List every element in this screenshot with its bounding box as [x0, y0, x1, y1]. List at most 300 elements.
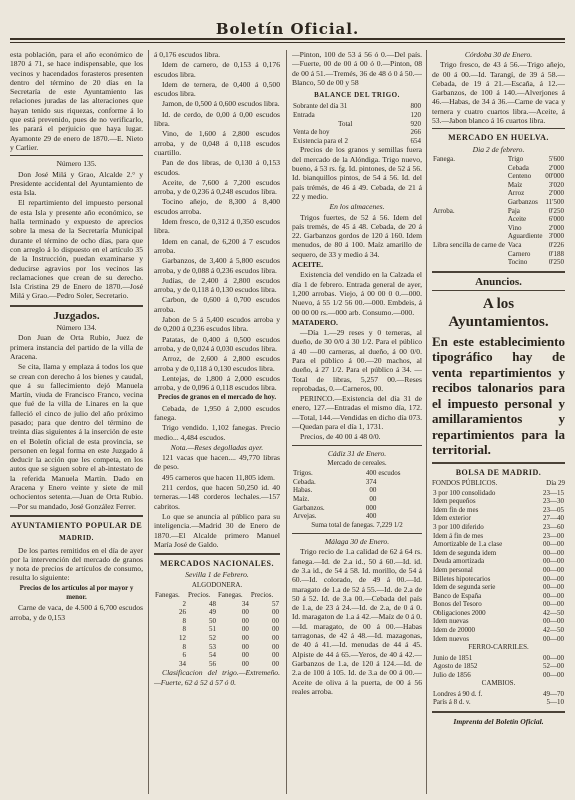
- notice-paragraph: Precios, de 40 00 á 48 0/0.: [300, 432, 381, 442]
- section-subheading: Nota.—Reses degolladas ayer.: [170, 442, 264, 452]
- section-heading-anuncios: Anuncios.: [475, 275, 522, 288]
- table-cell: 00—00: [543, 617, 564, 626]
- notice-paragraph: PERINCO.—Existencia del día 31 de enero, 127.—Entradas el mismo día, 172.—Total, 144.—Vendidas en dicho día 073.—Quedan para el día 1, 1731.: [292, 394, 422, 432]
- table-cell: Tocino: [507, 258, 528, 267]
- table-cell: 52—00: [543, 662, 564, 671]
- table-cell: Sobrante del día 31: [293, 102, 348, 111]
- table-row: [432, 258, 565, 267]
- ferro-table: [432, 654, 565, 680]
- price-line: Lentejas, de 1,800 á 2,000 escudos arroba, y de 0,096 á 0,118 escudos libra.: [154, 373, 280, 393]
- section-subheading: Cádiz 31 de Enero.: [327, 448, 387, 458]
- table-body: [432, 690, 565, 707]
- price-line: Vino, de 1,600 á 2,800 escudos arroba, y de 0,048 á 0,118 escudos cuartillo.: [154, 129, 280, 157]
- table-cell: 3'020: [548, 180, 564, 189]
- table-row: [432, 207, 565, 216]
- table-cell: Vaca: [507, 240, 522, 249]
- column-2: [154, 50, 280, 794]
- table-cell: 26: [178, 608, 186, 617]
- table-cell: 00: [272, 608, 279, 617]
- table-cell: 0'250: [548, 258, 564, 267]
- price-line: Idem de ternera, de 0,400 á 0,500 escudos libra.: [154, 79, 280, 99]
- table-cell: 00—00: [543, 557, 564, 566]
- table-header-cell: Fanegas.: [217, 591, 243, 600]
- cadiz-table: [292, 469, 422, 521]
- section-subheading: Córdoba 30 de Enero.: [464, 50, 533, 59]
- table-cell: [377, 495, 422, 504]
- table-row: [432, 592, 565, 601]
- table-cell: 6: [182, 651, 186, 660]
- table-row: [432, 654, 565, 663]
- table-cell: [377, 486, 422, 495]
- notice-paragraph: De los partes remitidos en el día de ayer por la intervención del mercado de granos y nota de precios de artículos de consumo, resulta lo siguiente:: [10, 545, 143, 583]
- table-cell: 400: [365, 469, 377, 478]
- table-cell: 52: [208, 634, 216, 642]
- table-cell: Bonos del Tesoro: [433, 600, 482, 609]
- table-cell: 654: [410, 136, 421, 145]
- table-row: [292, 504, 422, 513]
- table-cell: Idem á fin de mes: [433, 531, 484, 540]
- table-cell: 00—00: [543, 565, 564, 574]
- price-line: 495 carneros que hacen 11,805 idem.: [162, 472, 275, 482]
- table-cell: Idem nuevos: [433, 634, 469, 643]
- table-cell: 23—60: [543, 522, 564, 531]
- table-cell: Carnero: [507, 249, 531, 258]
- table-row: [432, 198, 565, 207]
- table-cell: Trigo: [507, 154, 524, 163]
- masthead: [10, 6, 565, 46]
- price-line: Patatas, de 0,400 á 0,500 escudos arroba, y de 0,024 á 0,030 escudos libra.: [154, 334, 280, 353]
- table-header-cell: Precios.: [187, 591, 211, 600]
- table-row: [154, 660, 280, 669]
- table-cell: 00—00: [543, 634, 564, 643]
- table-cell: 00: [272, 616, 279, 625]
- table-cell: Idem de 20000: [433, 626, 475, 635]
- table-cell: [432, 164, 507, 173]
- column-divider: [426, 50, 427, 794]
- table-cell: 400: [365, 512, 377, 521]
- table-cell: 27—40: [543, 514, 564, 523]
- notice-paragraph: Se cita, llama y emplaza á todos los que se crean con derecho á los bienes y caudal, que á su fallecimiento dejó Manuela Martín, viuda de Francisco Franco, vecina que fué de la villa de Linares en la que falleció el cinco de julio del año próximo pasado; para que dentro del término de treinta días siguientes á la inserción de este en el Boletín oficial de esta provincia, se personen en legal forma en este Juzgado á deducir la acción que les competa, en los autos que se siguen sobre el ab-intestato de la referida Manuela Martín. Dado en Aracena y Enero veinte y siete de mil ochocientos setenta.—Juan de Orta Rubio.—Por su mandado, José González Ferrer.: [10, 362, 143, 511]
- table-cell: Idem fin de mes: [433, 505, 479, 514]
- notice-number: Número 134.: [56, 323, 97, 333]
- price-line: Idem en canal, de 6,200 á 7 escudos arroba.: [154, 236, 280, 255]
- table-row: [432, 549, 565, 558]
- table-row: [292, 137, 422, 146]
- table-cell: 120: [410, 111, 421, 120]
- divider: [432, 711, 565, 713]
- table-cell: Amortizable de 1.a clase: [433, 540, 503, 549]
- notice-paragraph: Precios de los granos y semillas fuera del mercado de la Alóndiga. Trigo nuevo, bueno, á 53 rs. fg. Id. pintones, de 52 á 56. Id. bianquillos pintos, de 54 á 56. Id. del país trémés, de 46 á 49. Cebada, de 21 á 22 y medio.: [292, 145, 422, 201]
- table-cell: Arroz: [507, 189, 525, 198]
- huelva-table: [432, 155, 565, 267]
- table-row: [292, 486, 422, 495]
- price-line: Pan de dos libras, de 0,130 á 0,153 escudos.: [154, 158, 280, 177]
- divider: [292, 445, 422, 446]
- table-cell: Existencia para el 2: [293, 136, 349, 145]
- table-cell: [432, 250, 507, 259]
- table-row: [432, 566, 565, 575]
- table-cell: Aguardiente: [507, 232, 543, 241]
- table-cell: 3'000: [548, 232, 564, 241]
- notice-paragraph: Trigo recio de 1.a calidad de 62 á 64 rs. fanega.—Id. de 2.a id., 50 á 60.—Id. id. de 3.a id., de 54 á 58. Id. morillo, de 54 á 60.—Id. colorado, de 49 á 00.—Id. maragato de 1.a de 52 á 55.—Id. de 2.a de 50 á 52. Id. de 3.a 00.—Cebada del país de 1.a, de 23 á 24.—Id. de 2.a, de 0 á 0. Id. maragaton de 1.a á 42.—Maíz de 0 á 0.—Id. maragato, de 00 á 00.—Habas tarragonas, de 42 á 48.—Id. mazagonas, de 40 á 41.—Id. menudas de 44 á 45. Alpiste de 44 á 65.—Yeros, de 40 á 42.—Garbanzos de 1.a, de 120 á 124.—Id. de 2.a de 100 á 105. Id. de 3.a de 00 á 00.—Aceite de oliva á la puerta, de 00 á 56 reales arroba.: [292, 547, 422, 696]
- table-cell: 23—30: [543, 497, 564, 506]
- price-line: —Pinton, 100 de 53 á 56 ó 0.—Del país.—Fuerte, 00 de 00 á 00 ó 0.—Pinton, 08 de 00 á 51.—Tremés, 36 de 48 ó 0 á 50.—Blanco, 50 de 00 y 58: [292, 50, 422, 87]
- table-cell: 00—00: [543, 574, 564, 583]
- table-cell: 00—00: [543, 548, 564, 557]
- table-cell: Obligaciones 2000: [433, 608, 486, 617]
- price-line: Jamon, de 0,500 á 0,600 escudos libra.: [162, 99, 280, 109]
- table-row: [432, 506, 565, 515]
- section-subheading: CAMBIOS.: [481, 679, 516, 688]
- table-cell: 00: [272, 659, 279, 668]
- table-cell: 00: [272, 651, 279, 660]
- table-row: [154, 634, 280, 643]
- divider: [10, 515, 143, 517]
- table-row: [154, 625, 280, 634]
- table-cell: Total: [338, 119, 353, 128]
- table-row: [292, 478, 422, 487]
- table-cell: 00: [241, 642, 249, 651]
- table-cell: 2'000: [548, 189, 564, 198]
- column-divider: [148, 50, 149, 794]
- table-cell: 00: [369, 486, 377, 495]
- imprint: Imprenta del Boletín Oficial.: [453, 716, 544, 726]
- divider: [432, 271, 565, 273]
- section-heading: BOLSA DE MADRID.: [455, 467, 542, 477]
- table-cell: 8: [182, 616, 186, 625]
- section-subheading: En los almacenes.: [329, 202, 385, 212]
- divider: [10, 155, 143, 156]
- section-subheading: Mercado de cereales.: [327, 458, 387, 467]
- column-3: [292, 50, 422, 794]
- table-cell: Idem nuevas: [433, 617, 469, 626]
- table-cell: 48: [208, 599, 216, 608]
- table-row: [292, 102, 422, 111]
- table-body: [432, 155, 565, 267]
- table-cell: 49: [208, 608, 216, 617]
- table-cell: 3 por 100 consolidado: [433, 488, 496, 497]
- table-cell: Agosto de 1852: [433, 662, 478, 671]
- table-cell: [432, 181, 507, 190]
- table-cell: Cebada: [507, 163, 529, 172]
- table-cell: Paja: [507, 206, 520, 215]
- table-row: [432, 489, 565, 498]
- table-cell: 2'000: [548, 223, 564, 232]
- cambios-table: [432, 690, 565, 707]
- price-line: Idem fresco, de 0,312 á 0,350 escudos libra.: [154, 217, 280, 236]
- table-row: [432, 662, 565, 671]
- price-line: Cebada, de 1,950 á 2,000 escudos fanega.: [154, 403, 280, 422]
- table-cell: 00: [241, 634, 249, 642]
- notice-paragraph: Don José Milá y Grao, Alcalde 2.° y Presidente accidental del Ayuntamiento de esta Isla.: [10, 169, 143, 198]
- table-cell: Venta de hoy: [293, 128, 330, 137]
- price-line: Carbon, de 0,600 á 0,700 escudos arroba.: [154, 295, 280, 314]
- table-cell: 57: [272, 599, 279, 608]
- table-cell: 00: [241, 659, 249, 668]
- table-cell: 53: [208, 642, 216, 651]
- divider: [154, 553, 280, 555]
- section-subheading: Precios de granos en el mercado de hoy.: [157, 393, 277, 402]
- divider: [432, 128, 565, 129]
- notice-number: Número 135.: [56, 159, 97, 169]
- table-row: [154, 651, 280, 660]
- table-cell: Junio de 1851: [433, 653, 473, 662]
- table-cell: 2'000: [548, 163, 564, 172]
- table-row: [432, 575, 565, 584]
- divider: [432, 462, 565, 464]
- table-row: [292, 495, 422, 504]
- table-cell: 00—00: [543, 583, 564, 592]
- price-line: á 0,176 escudos libra.: [154, 50, 221, 59]
- table-cell: 0'250: [548, 206, 564, 215]
- price-line: Tocino añejo, de 8,300 á 8,400 escudos arroba.: [154, 197, 280, 216]
- section-subheading: ACEITE.: [292, 260, 324, 270]
- table-row: [432, 497, 565, 506]
- table-cell: Idem pequeños: [433, 497, 476, 506]
- table-cell: Banco de España: [433, 591, 482, 600]
- column-divider: [286, 50, 287, 794]
- table-cell: 42—50: [543, 626, 564, 635]
- section-heading: MERCADOS NACIONALES.: [159, 559, 274, 569]
- table-row: [154, 600, 280, 609]
- table-row: [432, 557, 565, 566]
- table-cell: 34: [178, 659, 186, 668]
- table-cell: 00: [241, 651, 249, 660]
- table-cell: 00: [272, 634, 279, 642]
- table-row: [432, 600, 565, 609]
- table-cell: Idem exterior: [433, 514, 471, 523]
- bolsa-header: [432, 479, 565, 488]
- table-cell: París á 8 d. v.: [433, 698, 471, 707]
- table-cell: Habas.: [293, 486, 313, 495]
- table-row: [432, 181, 565, 190]
- notice-paragraph: Existencia del vendido en la Calzada el día 1 de febrero. Entrada general de ayer, 1,200 arrobas. Viejo, á 00 00 0 0.—000. Nuevo, á 55 1/2 56 00.—000. Embdeis, á 00 00 00 rs.—000 arb. Consumo.—000.: [292, 270, 422, 317]
- table-cell: 3 por 100 diferido: [433, 522, 484, 531]
- table-cell: [432, 232, 507, 241]
- section-subheading: Málaga 30 de Enero.: [324, 537, 390, 547]
- table-cell: 42—50: [543, 608, 564, 617]
- table-row: [154, 643, 280, 652]
- table-cell: Centeno: [507, 172, 532, 181]
- table-cell: 12: [178, 634, 186, 642]
- section-heading: MERCADO EN HUELVA.: [448, 133, 549, 143]
- table-cell: 8: [182, 642, 186, 651]
- table-cell: [432, 172, 507, 181]
- table-cell: 00: [369, 495, 377, 504]
- table-cell: Aceite: [507, 215, 527, 224]
- table-cell: [432, 198, 507, 207]
- table-cell: 34: [241, 599, 249, 608]
- table-body: [432, 489, 565, 644]
- price-line: Arroz, de 2,600 á 2,800 escudos arroba y de 0,118 á 0,130 escudos libra.: [154, 354, 280, 373]
- table-cell: Garbanzos.: [293, 503, 325, 512]
- section-heading: AYUNTAMIENTO POPULAR DE: [10, 520, 143, 530]
- table-cell: 000: [365, 503, 377, 512]
- balance-table: [292, 102, 422, 145]
- price-line: 121 vacas que hacen.... 49,770 libras de peso.: [154, 453, 280, 472]
- table-cell: 5—10: [546, 698, 564, 707]
- table-cell: 0'226: [548, 240, 564, 249]
- table-cell: 49—70: [543, 689, 564, 698]
- advert-text: En este establecimiento tipográfico hay de venta repartimientos y recibos talonarios para el impuesto personal y amillaramientos y repartimientos para la territorial.: [432, 333, 565, 458]
- newspaper-page: [10, 6, 565, 794]
- section-subheading: ALGODONERA.: [191, 580, 243, 589]
- table-cell: Maíz.: [293, 495, 310, 504]
- table-cell: 56: [208, 659, 216, 668]
- table-row: [432, 523, 565, 532]
- notice-paragraph: Don Juan de Orta Rubio, Juez de primera instancia del partido de la villa de Aracena.: [10, 333, 143, 361]
- table-row: [154, 608, 280, 617]
- table-row: [432, 609, 565, 618]
- table-total: Suma total de fanegas. 7,229 1/2: [311, 520, 403, 529]
- table-cell: Trigos.: [293, 469, 313, 478]
- page-title: Boletín Oficial.: [215, 20, 360, 38]
- table-cell: 23—05: [543, 505, 564, 514]
- table-cell: Idem personal: [433, 565, 473, 574]
- table-row: [432, 583, 565, 592]
- table-header-cell: Fanegas.: [155, 591, 180, 600]
- section-heading: BALANCE DEL TRIGO.: [314, 91, 400, 100]
- section-subheading: Precios de los artículos al por mayor y menor.: [19, 583, 134, 602]
- table-row: [432, 215, 565, 224]
- table-cell: 00—00: [543, 670, 564, 679]
- table-cell: Arvejas.: [293, 512, 317, 521]
- table-cell: 00: [272, 625, 279, 634]
- table-row: [432, 698, 565, 707]
- table-row: [432, 250, 565, 259]
- section-subheading: MADRID.: [59, 534, 94, 543]
- table-cell: 51: [208, 625, 216, 634]
- table-row: [154, 617, 280, 626]
- divider: [10, 305, 143, 307]
- sevilla-table: [154, 591, 280, 668]
- table-cell: [377, 504, 422, 513]
- section-heading-juzgados: Juzgados.: [53, 309, 100, 322]
- table-cell: 00—00: [543, 591, 564, 600]
- table-cell: [377, 512, 422, 521]
- table-header-row: [154, 591, 280, 600]
- table-cell: 00—00: [543, 653, 564, 662]
- table-cell: 800: [410, 102, 421, 111]
- table-cell: 00: [272, 642, 279, 651]
- table-row: [432, 164, 565, 173]
- price-line: 211 cerdos, que hacen 50,250 id. 40 terneras.—148 corderos lechales.—157 cabritos.: [154, 483, 280, 511]
- table-row: [432, 224, 565, 233]
- table-cell: 266: [410, 128, 421, 137]
- table-cell: [377, 478, 422, 487]
- notice-paragraph: Trigos fuertes, de 52 á 56. Idem del país tremés, de 45 á 48. Cebada, de 20 á 22. Garbanzos gordos de 120 á 160. Idem menudos, de 80 á 100. Maíz amarillo de sequero, de 33 y medio á 34.: [292, 212, 422, 259]
- table-row: [432, 540, 565, 549]
- price-line: Aceite, de 7,600 á 7,200 escudos arroba, y de 0,236 á 0,248 escudos libra.: [154, 177, 280, 197]
- table-row: [432, 514, 565, 523]
- table-cell: Libra sencilla de carne de: [433, 240, 505, 249]
- price-line: Jabon de 5 á 5,400 escudos arroba y de 0,200 á 0,236 escudos libra.: [154, 315, 280, 334]
- table-row: [432, 532, 565, 541]
- section-subheading: MATADERO.: [292, 317, 338, 327]
- table-row: [432, 189, 565, 198]
- table-cell: Vino: [507, 223, 522, 232]
- table-cell: Cebada.: [293, 477, 316, 486]
- table-row: [432, 617, 565, 626]
- table-cell: 920: [410, 119, 421, 128]
- table-cell: Julio de 1856: [433, 670, 471, 679]
- table-row: [432, 155, 565, 164]
- table-cell: Londres á 90 d. f.: [433, 689, 483, 698]
- table-cell: 8: [182, 625, 186, 634]
- column-1: [10, 50, 143, 794]
- section-subheading: Dia 2 de febrero.: [472, 144, 525, 154]
- table-cell: 00: [241, 616, 249, 625]
- advert-title: A los Ayuntamientos.: [448, 295, 549, 330]
- price-line: Idem de carnero, de 0,153 á 0,176 escudos libra.: [154, 60, 280, 79]
- price-line: Id. de cerdo, de 0,00 á 0,00 escudos libra.: [154, 109, 280, 129]
- table-cell: 2: [182, 599, 186, 608]
- table-row: [432, 241, 565, 250]
- table-header-cell: FONDOS PÚBLICOS.: [432, 479, 498, 488]
- table-header-cell: Precios.: [250, 591, 274, 600]
- table-cell: [432, 258, 507, 267]
- table-cell: 00: [241, 625, 249, 634]
- table-body: [154, 600, 280, 669]
- notice-paragraph: Lo que se anuncia al público para su inteligencia.—Madrid 30 de Enero de 1870.—El Alcalde primero Manuel María José de Galdo.: [154, 511, 280, 549]
- table-cell: [432, 189, 507, 198]
- price-line: Trigo vendido. 1,102 fanegas. Precio medio... 4,484 escudos.: [154, 423, 280, 442]
- notice-paragraph: Trigo fresco, de 43 á 56.—Trigo añejo, de 00 á 00.—Id. Tarangí, de 39 á 58.—Cebada, de 19 á 21.—Escaña, á 12.—Garbanzos, de 100 á 140.—Alverjones á 46.—Habas, de 34 á 36.—Carne de vaca y ternera y cuatro cuartos libra.—Aceite, á 53.—Jabon blanco á 16 cuartos libra.: [432, 60, 565, 126]
- table-row: [432, 671, 565, 680]
- price-line: Garbanzos, de 3,400 á 5,800 escudos arroba, y de 0,088 á 0,236 escudos libra.: [154, 256, 280, 275]
- table-body: [432, 654, 565, 680]
- table-cell: Idem de segunda idem: [433, 548, 497, 557]
- table-row: [292, 120, 422, 129]
- table-cell: 5'600: [548, 154, 564, 163]
- table-cell: [432, 215, 507, 224]
- bolsa-table: [432, 489, 565, 644]
- table-row: [292, 128, 422, 137]
- table-row: [432, 635, 565, 644]
- table-cell: 11'500: [545, 197, 564, 206]
- table-cell: 374: [365, 477, 377, 486]
- table-cell: 54: [208, 651, 216, 660]
- table-cell: 00—00: [543, 540, 564, 549]
- table-cell: escudos: [378, 469, 401, 478]
- table-cell: 50: [208, 616, 216, 625]
- table-cell: Garbanzos: [507, 197, 538, 206]
- section-subheading: Sevilla 1 de Febrero.: [185, 570, 249, 580]
- table-row: [432, 690, 565, 699]
- price-line: Judías, de 2,400 á 2,800 escudos arroba, y de 0,118 á 0,130 escudos libra.: [154, 275, 280, 295]
- table-cell: 0'188: [548, 249, 564, 258]
- table-cell: 00: [241, 608, 249, 617]
- notice-paragraph: El repartimiento del impuesto personal de esta Isla y presente año económico, se halla terminado y expuesto de aprecios sobre la mesa de la Secretaría Municipal durante el término de ocho días, para que con arreglo á lo dispuesto en el artículo 35 de la Instrucción, puedan examinarse y deducirse agravios por los vecinos las reclamaciones que crean de su derecho. Isla Cristina 29 de Enero de 1870.—José Milá y Grao.—Pedro Soler, Secretario.: [10, 198, 143, 301]
- table-cell: Idem de segunda serie: [433, 583, 496, 592]
- table-cell: Billetes hipotecarios: [433, 574, 491, 583]
- masthead-rule: [10, 38, 565, 40]
- table-cell: Entrada: [293, 111, 315, 120]
- table-header-cell: Día 29: [546, 479, 565, 488]
- table-row: [432, 172, 565, 181]
- table-cell: [432, 224, 507, 233]
- table-row: [292, 512, 422, 521]
- notice-paragraph: esta población, para el año económico de 1870 á 71, se hace indispensable, que los vecinos y hacendados forasteros presenten dentro del término de 20 días en la Secretaría de este Ayuntamiento las relaciones juradas de las alteraciones que hayan tenido sus riquezas, conforme á lo que está prevenido, pues de no verificarlo, les parará el perjuicio que haya lugar. Ayamonte 29 de enero de 1870.—E. Nieto y Carlier.: [10, 50, 143, 152]
- table-row: [292, 111, 422, 120]
- notice-paragraph: Clasificacion del trigo.—Extremeño.—Fuerte, 62 á 52 á 57 ó 0.: [154, 668, 280, 687]
- table-cell: 00'000: [545, 172, 564, 181]
- table-cell: 6'000: [548, 215, 564, 224]
- table-cell: Fanega.: [433, 154, 455, 163]
- table-row: [432, 232, 565, 241]
- notice-paragraph: Carne de vaca, de 4.500 á 6,700 escudos arroba, y de 0,153: [10, 603, 143, 622]
- table-row: [292, 469, 422, 478]
